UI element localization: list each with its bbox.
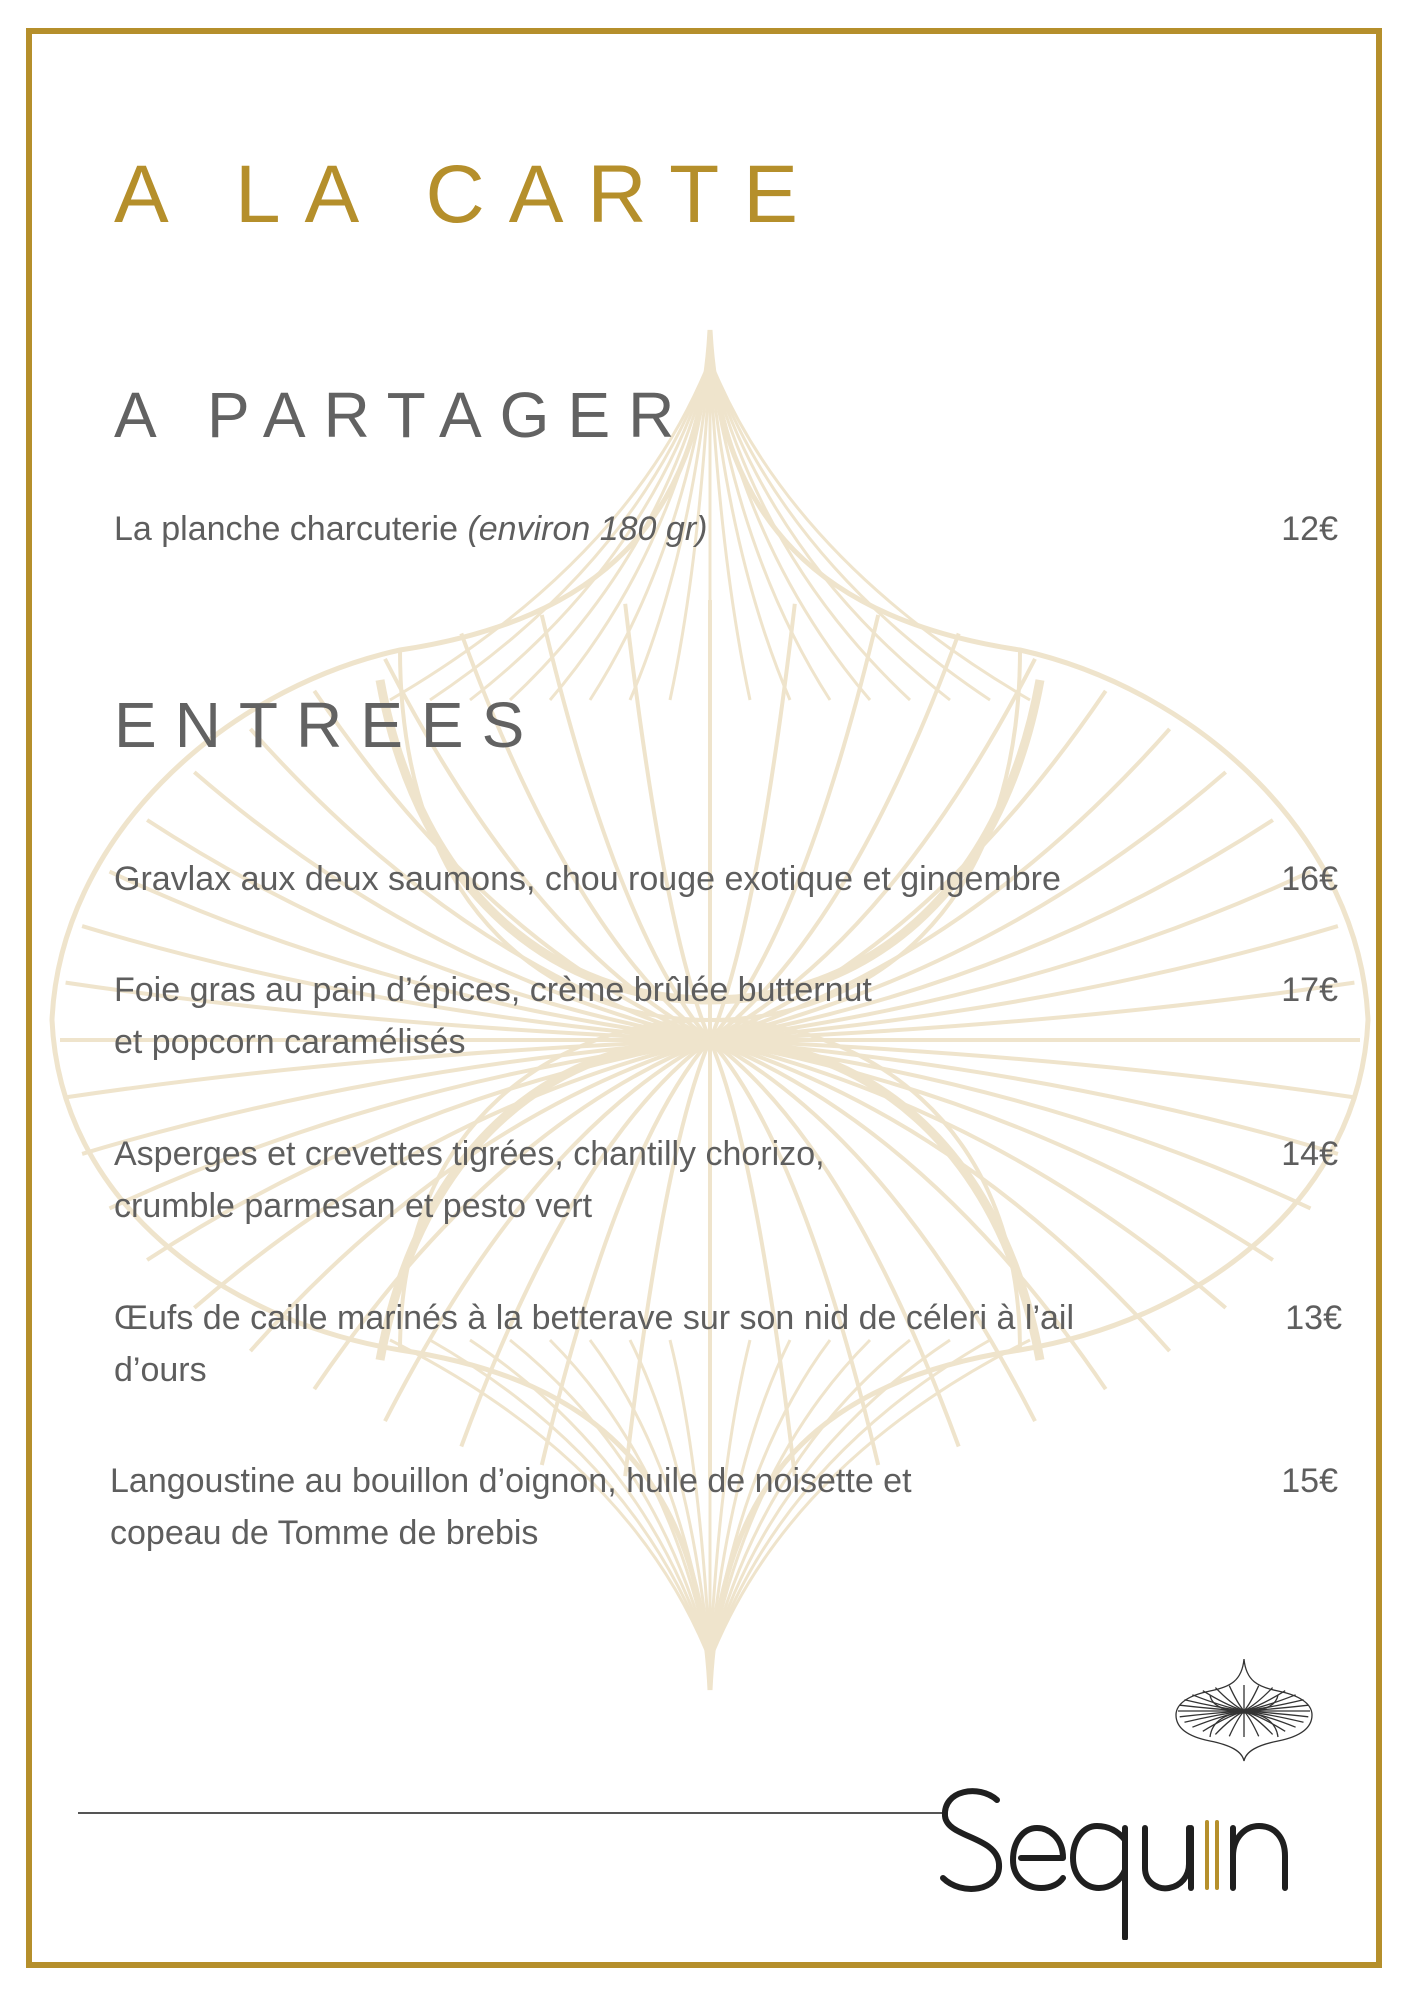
- item-price: 15€: [1281, 1462, 1338, 1500]
- sequin-fan-logo-icon: [1170, 1655, 1318, 1763]
- menu-item: [114, 503, 1214, 555]
- item-note: (environ 180 gr): [467, 510, 708, 548]
- section-heading-entrees: ENTREES: [114, 689, 543, 761]
- menu-title: A LA CARTE: [114, 149, 822, 240]
- menu-item: [114, 1292, 1214, 1396]
- item-line-2: et popcorn caramélisés: [114, 1023, 466, 1061]
- menu-item: [110, 1455, 1210, 1559]
- item-price: 12€: [1281, 510, 1338, 548]
- menu-item: [114, 1128, 1214, 1232]
- item-price: 13€: [1285, 1299, 1342, 1337]
- item-line-1: Asperges et crevettes tigrées, chantilly chorizo,: [114, 1135, 825, 1173]
- divider-line: [78, 1812, 946, 1814]
- item-price: 16€: [1281, 860, 1338, 898]
- item-price: 17€: [1281, 971, 1338, 1009]
- item-line-2: d’ours: [114, 1351, 207, 1389]
- item-price: 14€: [1281, 1135, 1338, 1173]
- sequin-wordmark-logo: [935, 1760, 1335, 1940]
- item-line-2: copeau de Tomme de brebis: [110, 1514, 539, 1552]
- menu-item: [114, 853, 1214, 905]
- item-line-1: Foie gras au pain d’épices, crème brûlée butternut: [114, 971, 872, 1009]
- item-line-1: Gravlax aux deux saumons, chou rouge exotique et gingembre: [114, 860, 1061, 898]
- menu-item: [114, 964, 1214, 1068]
- section-heading-partager: A PARTAGER: [114, 379, 693, 451]
- item-line-1: Langoustine au bouillon d’oignon, huile de noisette et: [110, 1462, 912, 1500]
- item-name: La planche charcuterie: [114, 510, 468, 548]
- item-line-1: Œufs de caille marinés à la betterave sur son nid de céleri à l’ail: [114, 1299, 1075, 1337]
- item-line-2: crumble parmesan et pesto vert: [114, 1187, 593, 1225]
